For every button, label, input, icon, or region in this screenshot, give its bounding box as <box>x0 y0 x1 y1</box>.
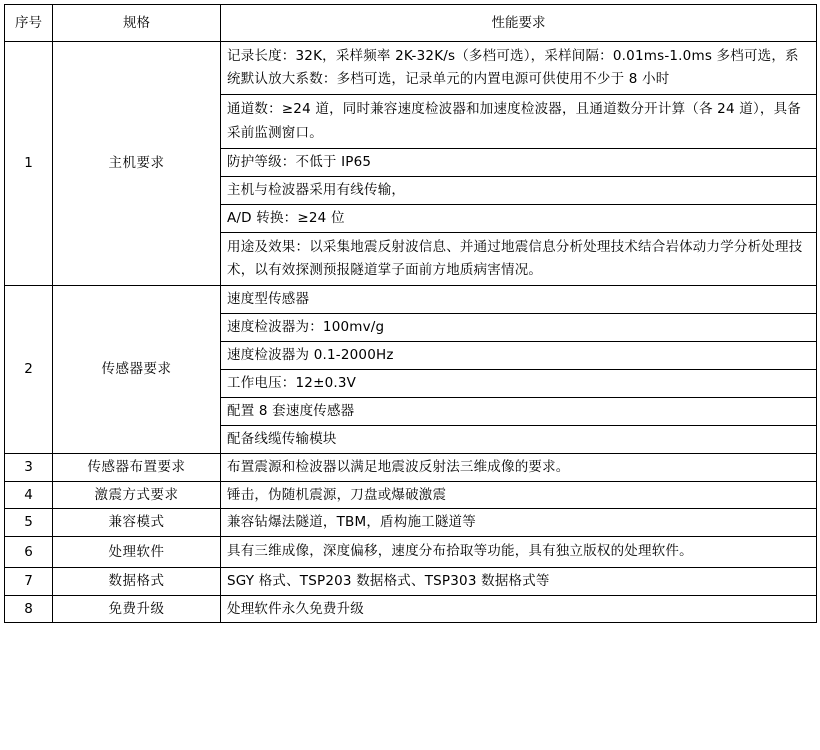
table-row <box>5 286 817 314</box>
row-item: 传感器布置要求 <box>53 453 221 481</box>
row-item: 兼容模式 <box>53 509 221 537</box>
header-cell-item: 规格 <box>53 5 221 42</box>
row-number: 6 <box>5 537 53 567</box>
table-header-row <box>5 5 817 42</box>
row-requirement: 防护等级：不低于 IP65 <box>221 148 817 176</box>
table-row <box>5 481 817 509</box>
row-requirement: 工作电压：12±0.3V <box>221 369 817 397</box>
row-number: 3 <box>5 453 53 481</box>
row-item: 免费升级 <box>53 595 221 623</box>
row-requirement: 主机与检波器采用有线传输， <box>221 176 817 204</box>
row-number: 2 <box>5 286 53 454</box>
row-requirement: A/D 转换：≥24 位 <box>221 204 817 232</box>
row-requirement: 速度检波器为：100mv/g <box>221 314 817 342</box>
row-requirement: 配备线缆传输模块 <box>221 425 817 453</box>
row-requirement: 配置 8 套速度传感器 <box>221 397 817 425</box>
row-requirement: 锤击，伪随机震源，刀盘或爆破激震 <box>221 481 817 509</box>
row-number: 5 <box>5 509 53 537</box>
row-requirement: 通道数：≥24 道，同时兼容速度检波器和加速度检波器，且通道数分开计算（各 24 道），具备采前监测窗口。 <box>221 95 817 148</box>
table-row <box>5 42 817 95</box>
row-requirement: 用途及效果：以采集地震反射波信息、并通过地震信息分析处理技术结合岩体动力学分析处理技术，以有效探测预报隧道掌子面前方地质病害情况。 <box>221 232 817 285</box>
table-row <box>5 567 817 595</box>
row-number: 4 <box>5 481 53 509</box>
row-requirement: 记录长度：32K，采样频率 2K-32K/s（多档可选），采样间隔：0.01ms-1.0ms 多档可选，系统默认放大系数：多档可选，记录单元的内置电源可供使用不少于 8 小时 <box>221 42 817 95</box>
spec-table-body <box>5 5 817 623</box>
row-item: 激震方式要求 <box>53 481 221 509</box>
table-row <box>5 595 817 623</box>
row-requirement: 布置震源和检波器以满足地震波反射法三维成像的要求。 <box>221 453 817 481</box>
header-cell-no: 序号 <box>5 5 53 42</box>
row-requirement: 速度检波器为 0.1-2000Hz <box>221 341 817 369</box>
row-requirement: 兼容钻爆法隧道，TBM，盾构施工隧道等 <box>221 509 817 537</box>
table-row <box>5 537 817 567</box>
row-number: 7 <box>5 567 53 595</box>
row-item: 传感器要求 <box>53 286 221 454</box>
row-item: 主机要求 <box>53 42 221 286</box>
row-requirement: 速度型传感器 <box>221 286 817 314</box>
row-requirement: SGY 格式、TSP203 数据格式、TSP303 数据格式等 <box>221 567 817 595</box>
row-requirement: 具有三维成像，深度偏移，速度分布拾取等功能，具有独立版权的处理软件。 <box>221 537 817 567</box>
row-number: 8 <box>5 595 53 623</box>
table-row <box>5 509 817 537</box>
header-cell-requirement: 性能要求 <box>221 5 817 42</box>
row-item: 数据格式 <box>53 567 221 595</box>
table-row <box>5 453 817 481</box>
row-item: 处理软件 <box>53 537 221 567</box>
spec-table <box>4 4 817 623</box>
row-requirement: 处理软件永久免费升级 <box>221 595 817 623</box>
row-number: 1 <box>5 42 53 286</box>
